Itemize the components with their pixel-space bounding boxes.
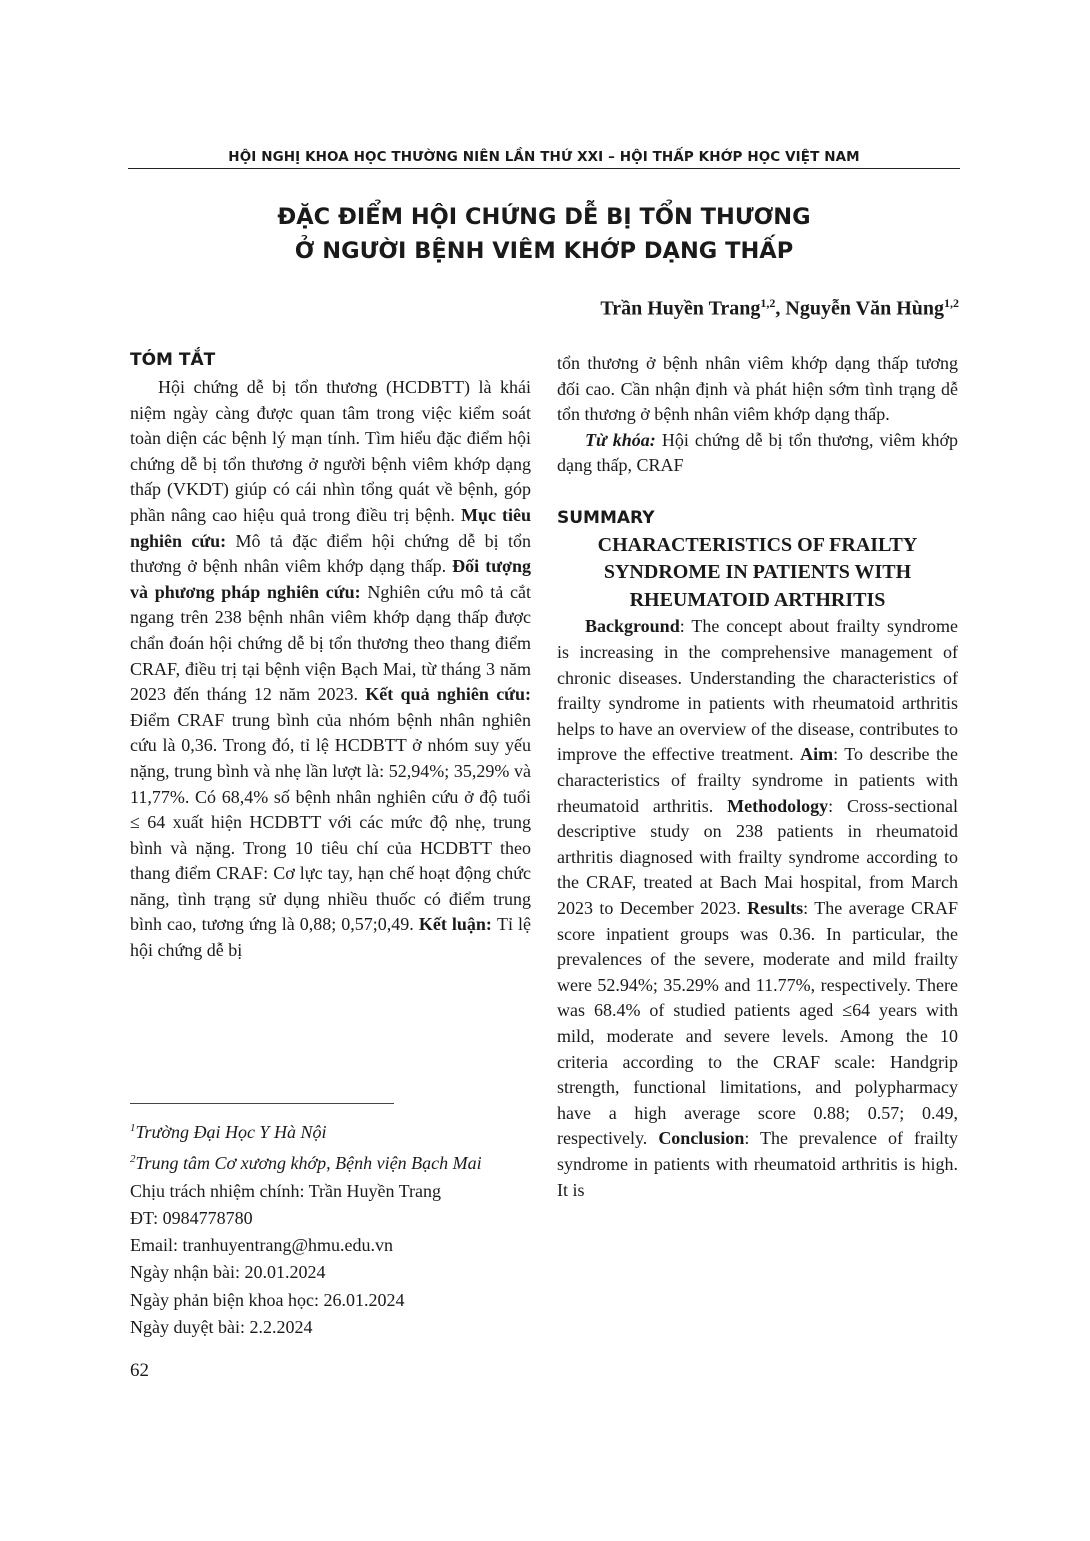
- abstract-vi-results-label: Kết quả nghiên cứu:: [365, 684, 531, 705]
- summary-aim-text: : To describe the characteristics of frailty syndrome in patients with rheumatoid arthritis.: [557, 744, 958, 816]
- responsible-author: Chịu trách nhiệm chính: Trần Huyền Trang: [130, 1180, 441, 1201]
- date-reviewed: Ngày phản biện khoa học: 26.01.2024: [130, 1289, 405, 1310]
- abstract-vi-conclusion-part1: Tỉ lệ hội chứng dễ bị: [130, 914, 531, 961]
- date-received: Ngày nhận bài: 20.01.2024: [130, 1262, 326, 1283]
- abstract-vi-heading: TÓM TẮT: [130, 350, 216, 370]
- english-title-line-2: SYNDROME IN PATIENTS WITH: [603, 561, 912, 584]
- date-accepted: Ngày duyệt bài: 2.2.2024: [130, 1317, 313, 1338]
- summary-en-paragraph: [557, 614, 958, 1203]
- affiliation-2-text: Trung tâm Cơ xương khớp, Bệnh viện Bạch Mai: [135, 1153, 482, 1174]
- english-title-line-1: CHARACTERISTICS OF FRAILTY: [597, 533, 918, 556]
- footnote-divider: [130, 1103, 394, 1104]
- author-1-affiliation: 1,2: [760, 296, 776, 310]
- author-2-affiliation: 1,2: [944, 296, 959, 310]
- abstract-vi-conclusion-continued: tổn thương ở bệnh nhân viêm khớp dạng thấp tương đối cao. Cần nhận định và phát hiện sớm tình trạng dễ tổn thương ở bệnh nhân viêm khớp dạng thấp.: [557, 353, 958, 425]
- affiliation-2-mark: 2: [130, 1153, 136, 1166]
- abstract-vi-paragraph: [130, 375, 531, 964]
- summary-method-label: Methodology: [727, 795, 829, 816]
- abstract-vi-intro: Hội chứng dễ bị tổn thương (HCDBTT) là khái niệm ngày càng được quan tâm trong việc kiểm soát toàn diện các bệnh lý mạn tính. Tìm hiểu đặc điểm hội chứng dễ bị tổn thương ở người bệnh viêm khớp dạng thấp (VKDT) giúp có cái nhìn tổng quát về bệnh, góp phần nâng cao hiệu quả trong điều trị bệnh.: [130, 377, 531, 525]
- author-1-name: Trần Huyền Trang: [600, 297, 761, 320]
- article-title: [128, 200, 960, 268]
- page-number: 62: [130, 1360, 149, 1381]
- affiliation-1-text: Trường Đại Học Y Hà Nội: [135, 1122, 327, 1142]
- summary-aim-label: Aim: [800, 744, 834, 765]
- title-line-1: ĐẶC ĐIỂM HỘI CHỨNG DỄ BỊ TỔN THƯƠNG: [277, 204, 811, 230]
- affiliation-1: [130, 1115, 550, 1146]
- keywords: [557, 428, 958, 479]
- abstract-vi-column: [130, 375, 531, 964]
- author-2-name: Nguyễn Văn Hùng: [785, 297, 944, 320]
- author-separator: ,: [775, 297, 786, 320]
- abstract-vi-aim-text: Mô tả đặc điểm hội chứng dễ bị tổn thương ở bệnh nhân viêm khớp dạng thấp.: [130, 530, 531, 577]
- summary-heading: SUMMARY: [557, 507, 655, 528]
- keywords-text: Hội chứng dễ bị tổn thương, viêm khớp dạng thấp, CRAF: [557, 429, 958, 476]
- abstract-vi-results-text: Điểm CRAF trung bình của nhóm bệnh nhân nghiên cứu là 0,36. Trong đó, tỉ lệ HCDBTT ở nhóm suy yếu nặng, trung bình và nhẹ lần lượt là: 52,94%; 35,29% và 11,77%. Có 68,4% số bệnh nhân nghiên cứu ở độ tuổi ≤ 64 xuất hiện HCDBTT với các mức độ nhẹ, trung bình và nặng. Trong 10 tiêu chí của HCDBTT theo thang điểm CRAF: Cơ lực tay, hạn chế hoạt động chức năng, tình trạng sử dụng nhiều thuốc có điểm trung bình cao, tương ứng là 0,88; 0,57;0,49.: [130, 709, 531, 935]
- phone: ĐT: 0984778780: [130, 1207, 253, 1228]
- summary-conclusion-label: Conclusion: [658, 1128, 745, 1149]
- summary-method-text: : Cross-sectional descriptive study on 238 patients in rheumatoid arthritis diagnosed with frailty syndrome according to the CRAF, treated at Bach Mai hospital, from March 2023 to December 2023.: [557, 795, 959, 918]
- abstract-vi-method-label: Đối tượng và phương pháp nghiên cứu:: [130, 556, 531, 602]
- abstract-vi-conclusion-label: Kết luận:: [418, 914, 492, 935]
- summary-results-text: : The average CRAF score inpatient groups was 0.36. In particular, the prevalences of the severe, moderate and mild frailty were 52.94%; 35.29% and 11.77%, respectively. There was 68.4% of studied patients aged ≤64 years with mild, moderate and severe levels. Among the 10 criteria according to the CRAF scale: Handgrip strength, functional limitations, and polypharmacy have a high average score 0.88; 0.57; 0.49, respectively.: [557, 898, 958, 1149]
- footnotes: [130, 1115, 550, 1341]
- summary-results-label: Results: [747, 898, 804, 918]
- header-divider: [128, 168, 960, 169]
- abstract-vi-aim-label: Mục tiêu nghiên cứu:: [130, 504, 531, 551]
- right-column: [557, 351, 958, 1203]
- email: Email: tranhuyentrang@hmu.edu.vn: [130, 1235, 394, 1256]
- english-title: [557, 532, 958, 615]
- running-header: HỘI NGHỊ KHOA HỌC THƯỜNG NIÊN LẦN THỨ XXI – HỘI THẤP KHỚP HỌC VIỆT NAM: [228, 149, 860, 165]
- affiliation-2: [130, 1146, 550, 1177]
- affiliation-1-mark: 1: [130, 1122, 136, 1134]
- abstract-vi-method-text: Nghiên cứu mô tả cắt ngang trên 238 bệnh nhân viêm khớp dạng thấp được chẩn đoán hội chứng dễ bị tổn thương theo thang điểm CRAF, điều trị tại bệnh viện Bạch Mai, từ tháng 3 năm 2023 đến tháng 12 năm 2023.: [130, 581, 531, 705]
- keywords-label: Từ khóa:: [585, 429, 656, 450]
- summary-background-text: : The concept about frailty syndrome is increasing in the comprehensive management of chronic diseases. Understanding the characteristics of frailty syndrome in patients with rheumatoid arthritis helps to have an overview of the disease, contributes to improve the effective treatment.: [557, 616, 958, 765]
- summary-conclusion-text: : The prevalence of frailty syndrome in patients with rheumatoid arthritis is high. It is: [557, 1128, 958, 1200]
- author-list: [600, 296, 959, 321]
- title-line-2: Ở NGƯỜI BỆNH VIÊM KHỚP DẠNG THẤP: [294, 238, 794, 264]
- summary-background-label: Background: [585, 616, 680, 637]
- english-title-line-3: RHEUMATOID ARTHRITIS: [629, 588, 886, 611]
